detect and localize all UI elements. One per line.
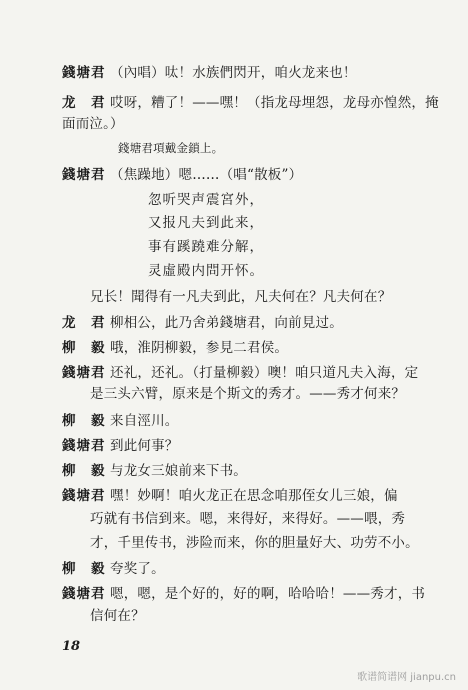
dialogue-line bbox=[62, 314, 440, 332]
stage-direction-text: 錢塘君項戴金鎖上。 bbox=[118, 141, 224, 155]
dialogue-text: 信何在？ bbox=[90, 608, 145, 624]
dialogue-continuation bbox=[90, 288, 440, 306]
dialogue-text: 来自涇川。 bbox=[110, 413, 179, 429]
dialogue-text: 嗯，嗯，是个好的，好的啊，哈哈哈！——秀才，书 bbox=[110, 586, 426, 602]
dialogue-text: 哦，淮阴柳毅，参見二君侯。 bbox=[110, 340, 289, 356]
speaker-name: 錢塘君 bbox=[62, 586, 106, 602]
verse-line: 忽听哭声震宮外， bbox=[148, 192, 264, 208]
verse-line: 又报凡夫到此来， bbox=[148, 215, 264, 231]
dialogue-text: 是三头六臂，原来是个斯文的秀才。——秀才何来？ bbox=[90, 386, 406, 402]
speaker-name: 柳 毅 bbox=[62, 561, 106, 577]
speaker-name: 錢塘君 bbox=[62, 488, 106, 504]
speaker-name: 龙 君 bbox=[62, 95, 106, 111]
dialogue-line bbox=[62, 487, 440, 505]
dialogue-continuation bbox=[90, 607, 440, 625]
speaker-name: 錢塘君 bbox=[62, 365, 106, 381]
dialogue-line bbox=[62, 412, 440, 430]
dialogue-text: 面而泣。） bbox=[62, 116, 124, 132]
speaker-name: 柳 毅 bbox=[62, 340, 106, 356]
dialogue-text: 到此何事？ bbox=[110, 438, 179, 454]
dialogue-text: 巧就有书信到来。嗯，来得好，来得好。——喂，秀 bbox=[90, 511, 406, 527]
dialogue-line bbox=[62, 560, 440, 578]
dialogue-text: 嘿！妙啊！咱火龙正在思念咱那侄女儿三娘，偏 bbox=[110, 488, 398, 504]
stage-direction bbox=[118, 139, 440, 157]
dialogue-line bbox=[62, 64, 440, 82]
dialogue-line bbox=[62, 462, 440, 480]
speaker-name: 錢塘君 bbox=[62, 167, 106, 183]
speaker-name: 錢塘君 bbox=[62, 438, 106, 454]
dialogue-line bbox=[62, 166, 440, 184]
page-number: 18 bbox=[62, 639, 81, 654]
verse-line: 事有蹊蹺难分解， bbox=[148, 239, 264, 255]
dialogue-text: 夸奖了。 bbox=[110, 561, 165, 577]
speaker-name: 柳 毅 bbox=[62, 463, 106, 479]
dialogue-text: 哎呀，糟了！——嘿！（指龙母埋怨，龙母亦惶然，掩 bbox=[110, 95, 439, 111]
dialogue-text: 兄长！聞得有一凡夫到此，凡夫何在？凡夫何在？ bbox=[90, 289, 392, 305]
dialogue-text: 还礼，还礼。（打量柳毅）噢！咱只道凡夫入海，定 bbox=[110, 365, 419, 381]
watermark: 歌谱简谱网 jianpu.cn bbox=[357, 672, 456, 683]
dialogue-line bbox=[62, 364, 440, 382]
dialogue-text: 才，千里传书，涉险而来，你的胆量好大、功劳不小。 bbox=[90, 535, 419, 551]
speaker-name: 龙 君 bbox=[62, 315, 106, 331]
verse-line: 灵虛殿内問开怀。 bbox=[148, 263, 264, 279]
dialogue-text: （內唱）呔！水族們閃开，咱火龙来也！ bbox=[110, 65, 357, 81]
speaker-name: 錢塘君 bbox=[62, 65, 106, 81]
dialogue-line bbox=[62, 94, 440, 112]
dialogue-continuation bbox=[90, 385, 440, 403]
dialogue-continuation bbox=[90, 534, 440, 552]
dialogue-text: （焦躁地）嗯……（唱“散板”） bbox=[110, 167, 303, 183]
dialogue-continuation bbox=[62, 115, 440, 133]
dialogue-line bbox=[62, 339, 440, 357]
dialogue-line bbox=[62, 437, 440, 455]
dialogue-text: 柳相公，此乃舍弟錢塘君，向前見过。 bbox=[110, 315, 343, 331]
dialogue-continuation bbox=[90, 510, 440, 528]
speaker-name: 柳 毅 bbox=[62, 413, 106, 429]
dialogue-text: 与龙女三娘前来下书。 bbox=[110, 463, 247, 479]
dialogue-line bbox=[62, 585, 440, 603]
